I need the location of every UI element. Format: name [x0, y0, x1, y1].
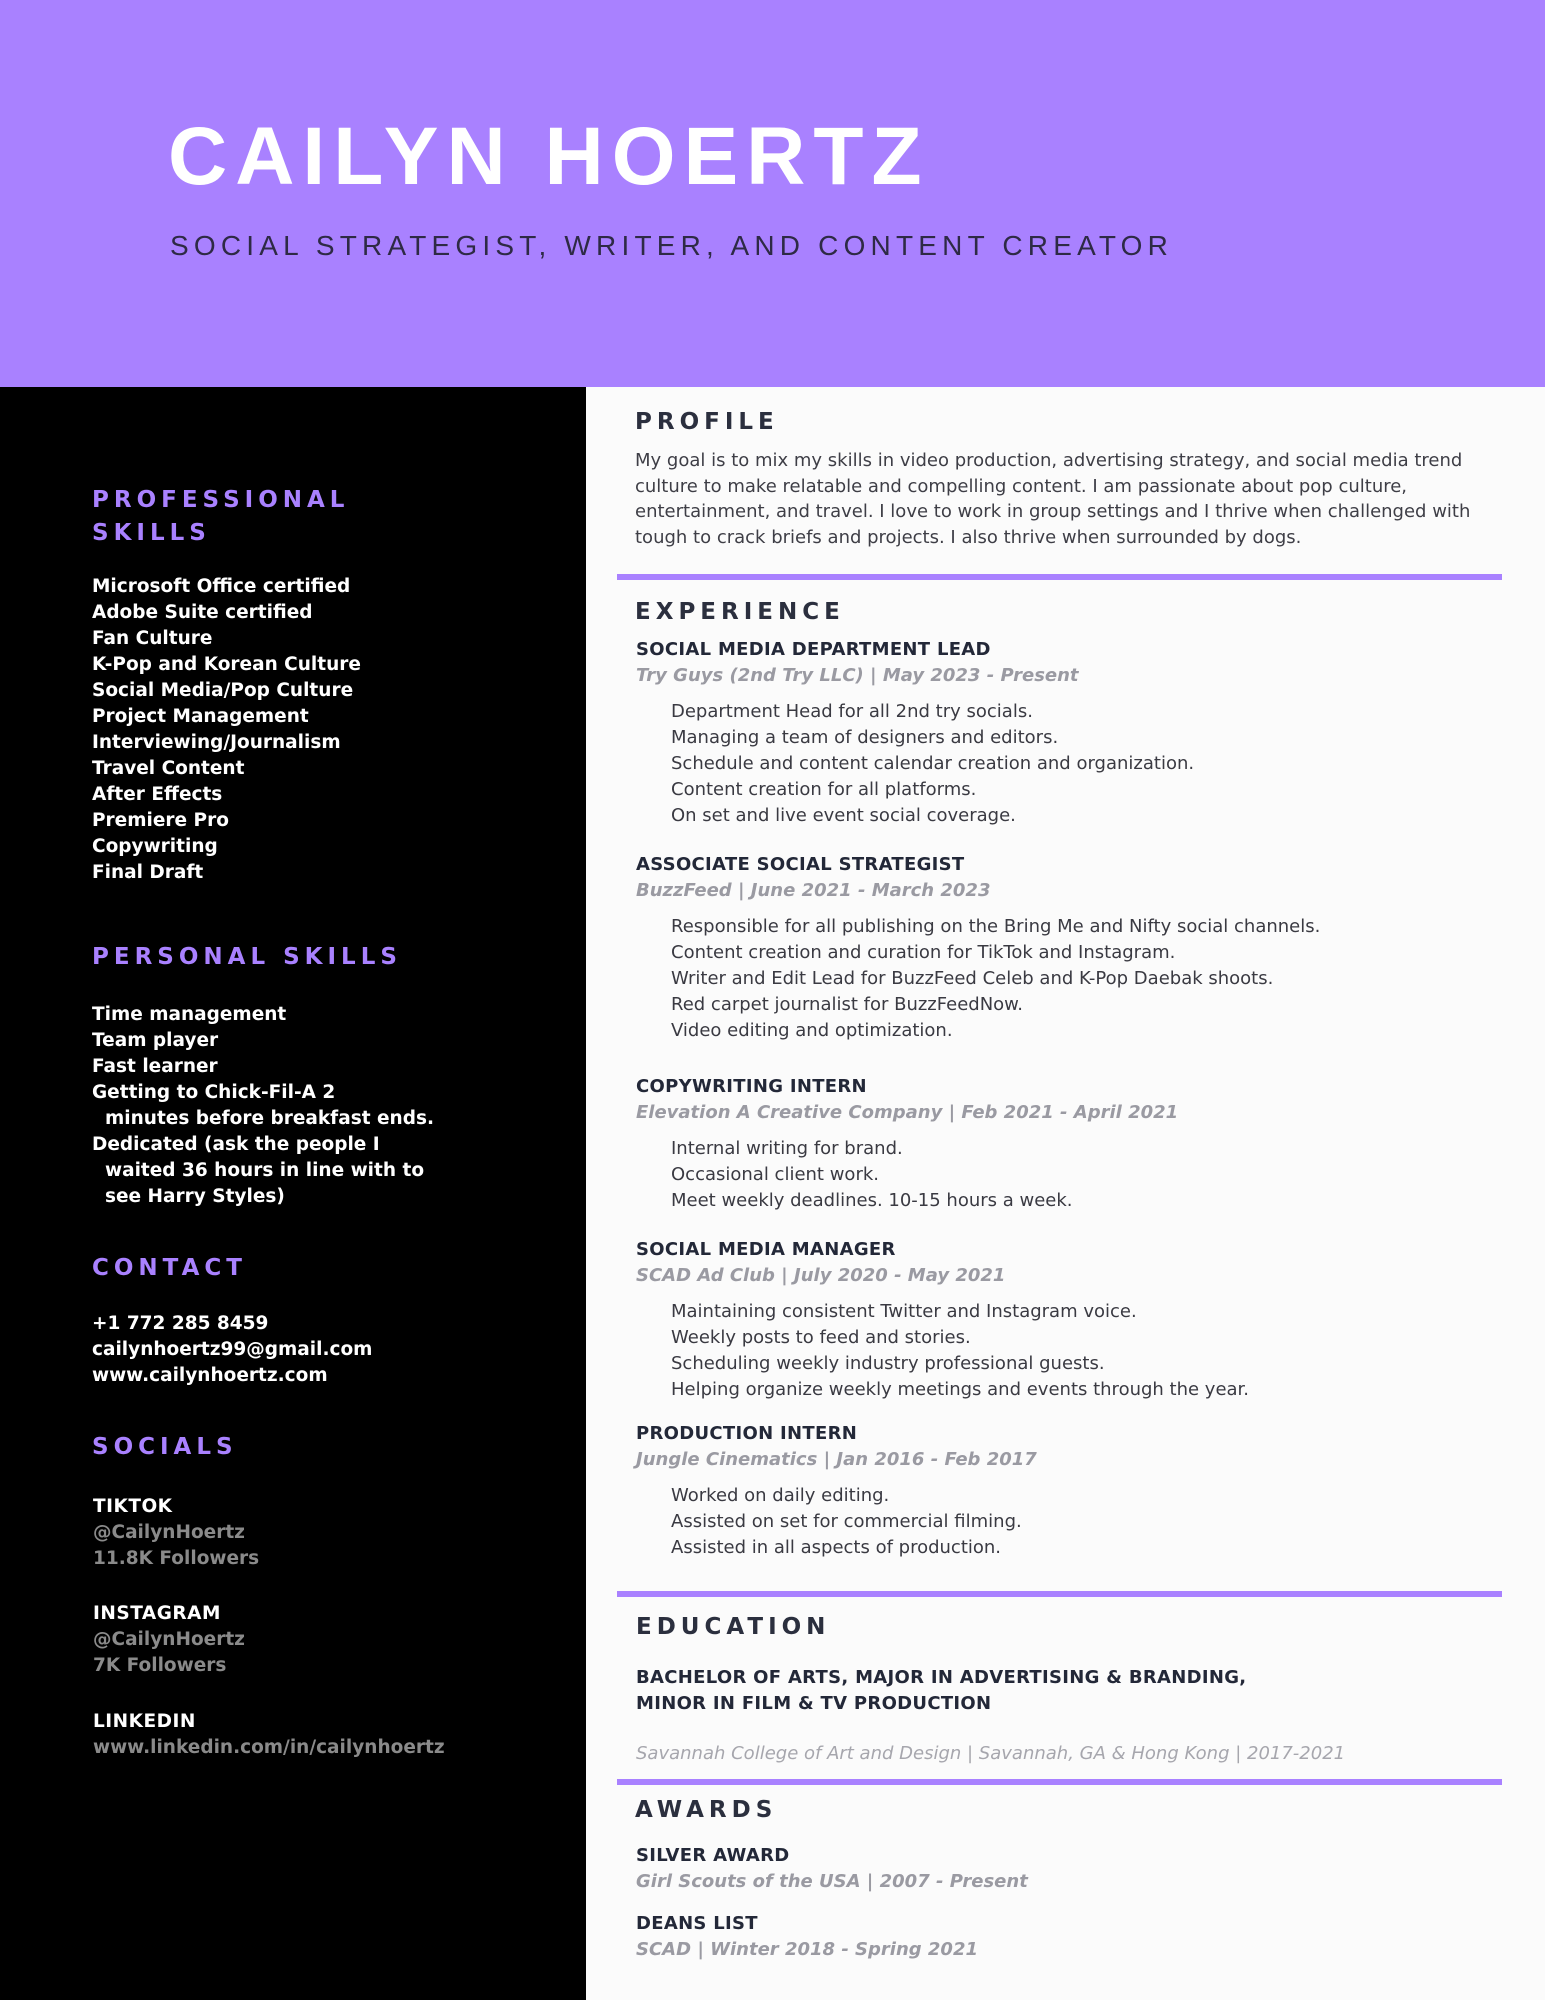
skill-item: After Effects [92, 784, 223, 805]
header-banner [0, 0, 1545, 387]
instagram-followers: 7K Followers [93, 1655, 227, 1676]
job-bullet: Occasional client work. [671, 1164, 879, 1185]
section-divider [617, 574, 1502, 580]
candidate-name: CAILYN HOERTZ [168, 111, 930, 202]
job-meta: Try Guys (2nd Try LLC) | May 2023 - Present [636, 665, 1079, 686]
social-linkedin [93, 1709, 445, 1761]
job-meta: Elevation A Creative Company | Feb 2021 - April 2021 [636, 1102, 1179, 1123]
skill-item: Premiere Pro [92, 810, 229, 831]
job-bullet: Responsible for all publishing on the Bring Me and Nifty social channels. [671, 916, 1321, 937]
skill-item: Interviewing/Journalism [92, 732, 341, 753]
professional-skills-heading-line1: PROFESSIONAL [92, 487, 350, 513]
tiktok-label: TIKTOK [93, 1496, 173, 1517]
school: Savannah College of Art and Design | Savannah, GA & Hong Kong | 2017-2021 [636, 1743, 1346, 1764]
contact-email[interactable]: cailynhoertz99@gmail.com [92, 1339, 373, 1360]
job-bullet: Schedule and content calendar creation and organization. [671, 753, 1195, 774]
award-entry [636, 1911, 1516, 1963]
job-bullet: Meet weekly deadlines. 10-15 hours a week. [671, 1190, 1073, 1211]
job-bullet: Managing a team of designers and editors. [671, 727, 1059, 748]
skill-item: Adobe Suite certified [92, 602, 313, 623]
job-bullets [636, 914, 1516, 1044]
skill-item: K-Pop and Korean Culture [92, 654, 361, 675]
linkedin-label: LINKEDIN [93, 1711, 196, 1732]
personal-skill-item: Dedicated (ask the people I [92, 1134, 380, 1155]
social-tiktok [93, 1494, 259, 1572]
job-bullets [636, 1136, 1516, 1214]
personal-skill-item: Fast learner [92, 1056, 218, 1077]
job-bullets [636, 1483, 1516, 1561]
job-entry [636, 1421, 1516, 1561]
professional-skills-heading-line2: SKILLS [92, 520, 211, 546]
job-bullet: Content creation and curation for TikTok and Instagram. [671, 942, 1176, 963]
personal-skill-item: Getting to Chick-Fil-A 2 [92, 1082, 336, 1103]
job-bullet: Red carpet journalist for BuzzFeedNow. [671, 994, 1023, 1015]
award-meta: Girl Scouts of the USA | 2007 - Present [636, 1871, 1028, 1892]
job-bullet: Helping organize weekly meetings and events through the year. [671, 1379, 1250, 1400]
profile-text: My goal is to mix my skills in video production, advertising strategy, and social media trend culture to make relatable and compelling content. I am passionate about pop culture, entertainment, and travel. I love to work in group settings and I thrive when challenged with tough to crack briefs and projects. I also thrive when surrounded by dogs. [635, 450, 1471, 548]
job-bullet: Content creation for all platforms. [671, 779, 977, 800]
socials-heading: SOCIALS [92, 1434, 238, 1460]
job-bullet: Weekly posts to feed and stories. [671, 1327, 971, 1348]
job-bullet: Video editing and optimization. [671, 1020, 953, 1041]
skill-item: Microsoft Office certified [92, 576, 351, 597]
personal-skills-list [92, 1002, 434, 1210]
contact-list [92, 1311, 372, 1389]
experience-heading: EXPERIENCE [635, 599, 845, 625]
section-divider [617, 1591, 1502, 1597]
contact-heading: CONTACT [92, 1255, 247, 1281]
job-bullets [636, 1299, 1516, 1403]
job-bullet: Writer and Edit Lead for BuzzFeed Celeb and K-Pop Daebak shoots. [671, 968, 1274, 989]
professional-skills-list [92, 574, 361, 886]
job-entry [636, 1074, 1516, 1214]
job-title: SOCIAL MEDIA DEPARTMENT LEAD [636, 639, 991, 660]
job-bullets [636, 699, 1516, 829]
job-bullet: Assisted on set for commercial filming. [671, 1511, 1022, 1532]
job-bullet: On set and live event social coverage. [671, 805, 1016, 826]
award-title: SILVER AWARD [636, 1845, 790, 1866]
job-meta: SCAD Ad Club | July 2020 - May 2021 [636, 1265, 1006, 1286]
professional-skills-heading [92, 484, 349, 550]
section-divider [617, 1779, 1502, 1785]
personal-skills-heading: PERSONAL SKILLS [92, 944, 402, 970]
contact-phone[interactable]: +1 772 285 8459 [92, 1313, 269, 1334]
instagram-label: INSTAGRAM [93, 1603, 221, 1624]
skill-item: Travel Content [92, 758, 245, 779]
award-meta: SCAD | Winter 2018 - Spring 2021 [636, 1939, 979, 1960]
award-title: DEANS LIST [636, 1913, 758, 1934]
award-entry [636, 1843, 1516, 1895]
job-entry [636, 637, 1516, 829]
profile-heading: PROFILE [635, 409, 779, 435]
job-title: ASSOCIATE SOCIAL STRATEGIST [636, 854, 965, 875]
degree-line2: MINOR IN FILM & TV PRODUCTION [636, 1693, 992, 1714]
job-bullet: Assisted in all aspects of production. [671, 1537, 1002, 1558]
job-meta: Jungle Cinematics | Jan 2016 - Feb 2017 [636, 1449, 1037, 1470]
skill-item: Project Management [92, 706, 309, 727]
job-bullet: Maintaining consistent Twitter and Instagram voice. [671, 1301, 1137, 1322]
skill-item: Social Media/Pop Culture [92, 680, 354, 701]
job-bullet: Department Head for all 2nd try socials. [671, 701, 1033, 722]
personal-skill-item: Team player [92, 1030, 219, 1051]
job-entry [636, 1237, 1516, 1403]
education-heading: EDUCATION [636, 1614, 831, 1640]
skill-item: Final Draft [92, 862, 204, 883]
skill-item: Copywriting [92, 836, 218, 857]
instagram-handle[interactable]: @CailynHoertz [93, 1629, 245, 1650]
job-title: SOCIAL MEDIA MANAGER [636, 1239, 896, 1260]
tiktok-followers: 11.8K Followers [93, 1548, 260, 1569]
skill-item: Fan Culture [92, 628, 213, 649]
linkedin-url[interactable]: www.linkedin.com/in/cailynhoertz [93, 1737, 445, 1758]
candidate-tagline: SOCIAL STRATEGIST, WRITER, AND CONTENT CREATOR [170, 230, 1174, 261]
personal-skill-item: waited 36 hours in line with to [105, 1160, 425, 1181]
job-entry [636, 852, 1516, 1044]
degree [636, 1665, 1516, 1717]
personal-skill-item: see Harry Styles) [105, 1186, 285, 1207]
job-bullet: Worked on daily editing. [671, 1485, 890, 1506]
job-bullet: Internal writing for brand. [671, 1138, 903, 1159]
tiktok-handle[interactable]: @CailynHoertz [93, 1522, 245, 1543]
contact-website[interactable]: www.cailynhoertz.com [92, 1365, 328, 1386]
job-title: COPYWRITING INTERN [636, 1076, 867, 1097]
awards-heading: AWARDS [635, 1797, 778, 1823]
job-title: PRODUCTION INTERN [636, 1423, 858, 1444]
personal-skill-item: minutes before breakfast ends. [105, 1108, 434, 1129]
personal-skill-item: Time management [92, 1004, 287, 1025]
social-instagram [93, 1601, 245, 1679]
degree-line1: BACHELOR OF ARTS, MAJOR IN ADVERTISING & BRANDING, [636, 1667, 1247, 1688]
job-meta: BuzzFeed | June 2021 - March 2023 [636, 880, 991, 901]
job-bullet: Scheduling weekly industry professional guests. [671, 1353, 1105, 1374]
